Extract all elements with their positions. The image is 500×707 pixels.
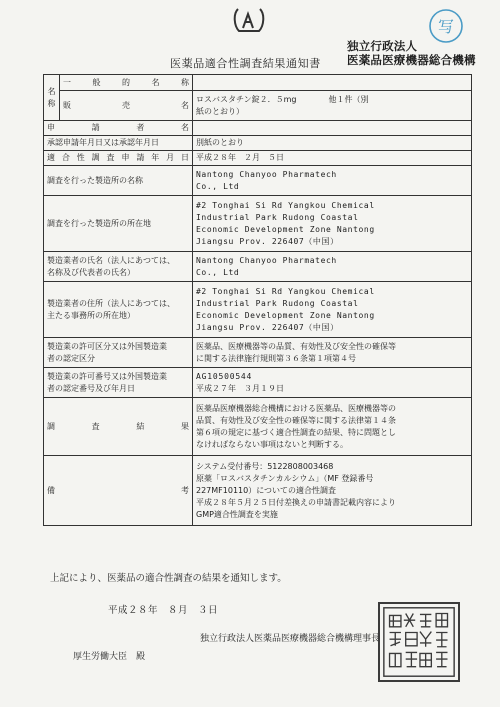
remarks-line-1: システム受付番号：5122808003468 [196,461,334,471]
site-address-line-2: Industrial Park Rudong Coastal [196,212,359,222]
approval-date-value: 別紙のとおり [193,136,472,151]
inspection-app-date-label: 適合性調査申請年月日 [44,151,193,166]
license-category-label: 製造業の許可区分又は外国製造業 者の認定区分 [44,338,193,368]
applicant-value [193,121,472,136]
manufacturer-address-value [193,282,472,338]
result-line-1: 医薬品医療機器総合機構における医薬品、医療機器等の [196,403,396,413]
site-address-line-4: Jiangsu Prov. 226407（中国） [196,236,339,246]
license-category-value [193,338,472,368]
brand-name-line-1: ロスバスタチン錠２．５mg 他１件（別 [196,94,369,104]
issuer-name: 独立行政法人医薬品医療機器総合機構理事長 [200,634,381,644]
org-line-1: 独立行政法人 [347,39,418,53]
license-number-value [193,368,472,398]
name-group-label: 名称 [44,75,60,121]
official-seal-icon [378,602,460,682]
issuing-organization [347,39,476,67]
license-date: 平成２７年 ３月１９日 [196,383,284,393]
result-line-2: 品質、有効性及び安全性の確保等に関する法律第１４条 [196,415,396,425]
site-name-label: 調査を行った製造所の名称 [44,166,193,196]
remarks-value [193,456,472,526]
remarks-line-3: 227MF10110）についての適合性調査 [196,485,337,495]
notice-text: 上記により、医薬品の適合性調査の結果を通知します。 [50,573,287,584]
site-address-line-1: #2 Tonghai Si Rd Yangkou Chemical [196,200,375,210]
manufacturer-address-label: 製造業者の住所（法人にあつては、 主たる事務所の所在地） [44,282,193,338]
brand-name-label: 販売名 [60,91,193,121]
license-category-line-1: 医薬品、医療機器等の品質、有効性及び安全性の確保等 [196,341,396,351]
copy-stamp-text: 写 [437,17,455,36]
manufacturer-address-line-4: Jiangsu Prov. 226407（中国） [196,322,339,332]
generic-name-label: 一般的名称 [60,75,193,91]
remarks-line-4: 平成２８年５月２５日付差換えの申請書記載内容により [196,497,396,507]
site-address-line-3: Economic Development Zone Nantong [196,224,375,234]
manufacturer-name-value [193,252,472,282]
manufacturer-address-line-2: Industrial Park Rudong Coastal [196,298,359,308]
remarks-line-5: GMP適合性調査を実施 [196,509,278,519]
generic-name-value [193,75,472,91]
manufacturer-name-label: 製造業者の氏名（法人にあつては、 名称及び代表者の氏名） [44,252,193,282]
remarks-line-2: 原薬「ロスバスタチンカルシウム」（MF 登録番号 [196,473,374,483]
site-name-value [193,166,472,196]
manufacturer-address-line-1: #2 Tonghai Si Rd Yangkou Chemical [196,286,375,296]
institution-mark-icon [231,6,267,34]
manufacturer-address-line-3: Economic Development Zone Nantong [196,310,375,320]
result-line-4: なければならない事項はないと判断する。 [196,439,348,449]
result-line-3: 第６項の規定に基づく適合性調査の結果、特に問題とし [196,427,396,437]
brand-name-value [193,91,472,121]
result-label: 調査結果 [44,398,193,456]
approval-date-label: 承認申請年月日又は承認年月日 [44,136,193,151]
inspection-result-table [43,74,472,526]
inspection-app-date-value: 平成２８年 ２月 ５日 [193,151,472,166]
remarks-label: 備考 [44,456,193,526]
result-value [193,398,472,456]
brand-name-line-2: 紙のとおり） [196,106,244,116]
issue-date: 平成２８年 ８月 ３日 [108,605,219,616]
applicant-label: 申請者名 [44,121,193,136]
page-title: 医薬品適合性調査結果通知書 [170,57,321,70]
site-name-line-1: Nantong Chanyoo Pharmatech [196,169,337,179]
license-number-label: 製造業の許可番号又は外国製造業 者の認定番号及び年月日 [44,368,193,398]
license-number: AG10500544 [196,371,253,381]
site-address-label: 調査を行った製造所の所在地 [44,196,193,252]
site-name-line-2: Co., Ltd [196,181,240,191]
manufacturer-name-line-1: Nantong Chanyoo Pharmatech [196,255,337,265]
org-line-2: 医薬品医療機器総合機構 [347,53,476,67]
addressee: 厚生労働大臣 殿 [73,652,146,662]
manufacturer-name-line-2: Co., Ltd [196,267,240,277]
site-address-value [193,196,472,252]
license-category-line-2: に関する法律施行規則第３６条第１項第４号 [196,353,356,363]
